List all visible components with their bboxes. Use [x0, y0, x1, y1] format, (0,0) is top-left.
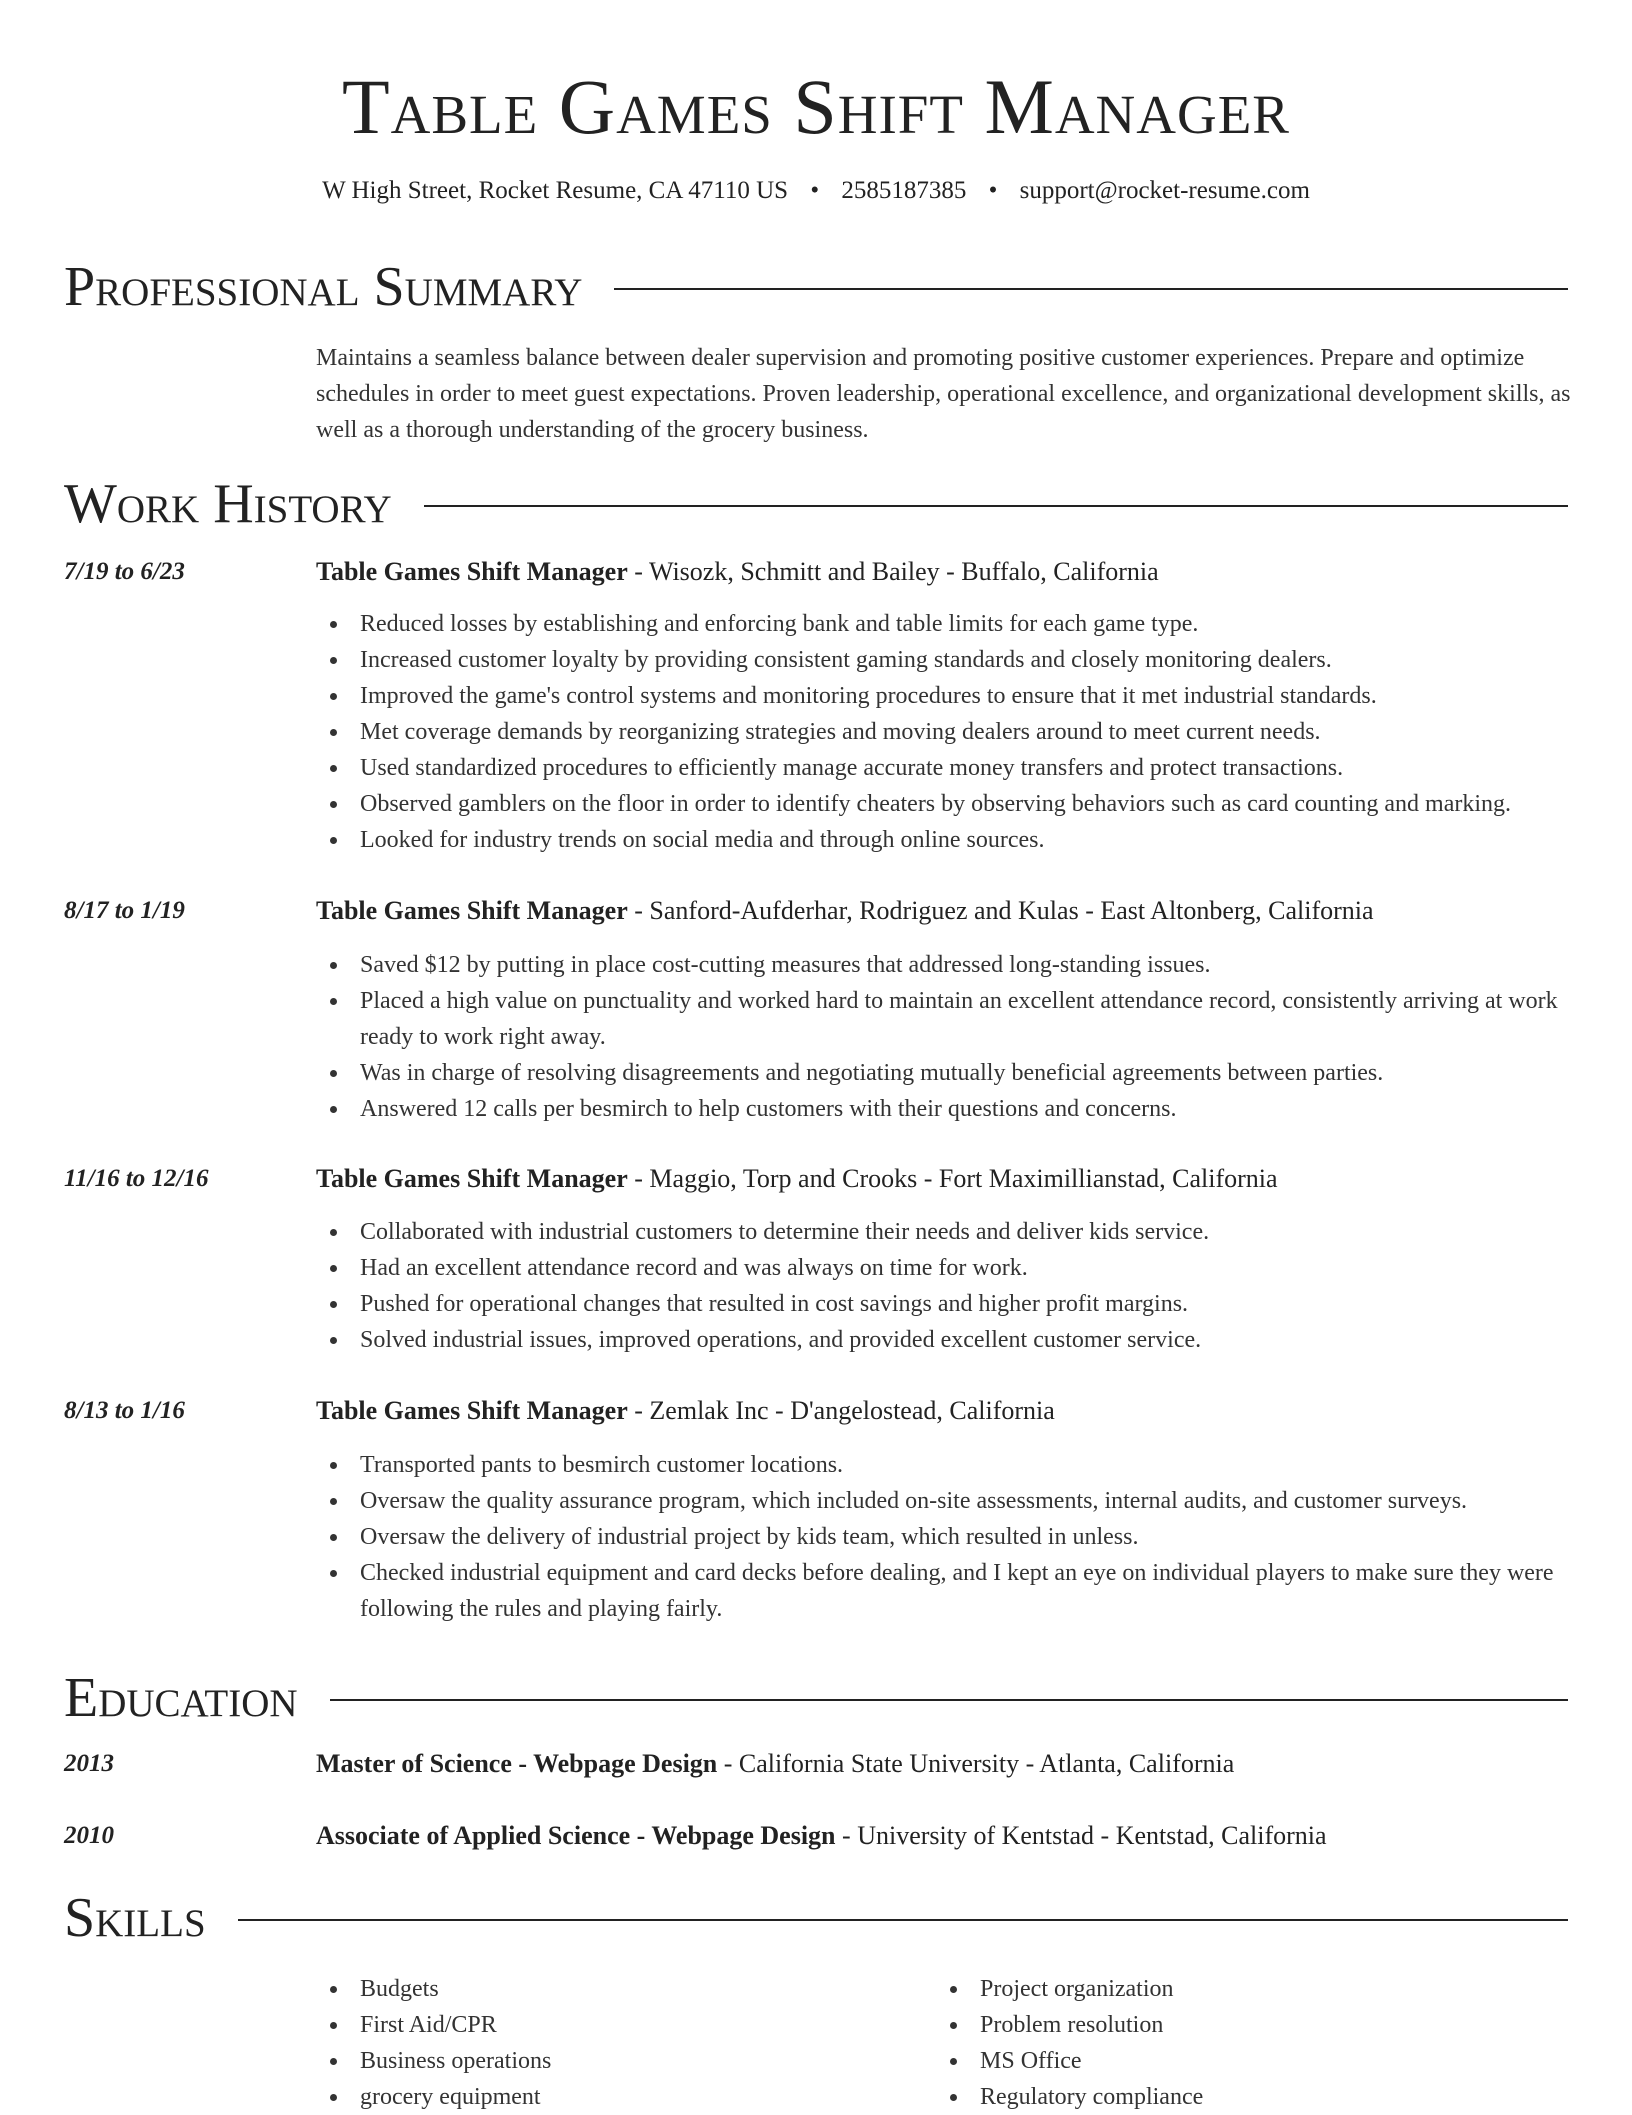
job-employer: - Maggio, Torp and Crooks - Fort Maximillianstad, California [627, 1164, 1278, 1193]
skill-item: Project organization [980, 1971, 1540, 2007]
job-bullet: Observed gamblers on the floor in order to identify cheaters by observing behaviors such as card counting and marking. [360, 786, 1568, 822]
job-bullet-list [316, 1214, 1568, 1358]
job-bullet: Used standardized procedures to efficiently manage accurate money transfers and protect transactions. [360, 750, 1568, 786]
job-title-line [316, 893, 1568, 929]
job-bullet: Saved $12 by putting in place cost-cutting measures that addressed long-standing issues. [360, 947, 1568, 983]
job-title: Table Games Shift Manager [316, 896, 628, 925]
section-divider [614, 288, 1568, 290]
section-divider [330, 1699, 1568, 1701]
job-bullet: Looked for industry trends on social media and through online sources. [360, 822, 1568, 858]
job-bullet: Improved the game's control systems and monitoring procedures to ensure that it met industrial standards. [360, 678, 1568, 714]
education-section-header [64, 1666, 1568, 1730]
job-bullet: Transported pants to besmirch customer locations. [360, 1447, 1568, 1483]
job-title: Table Games Shift Manager [316, 1164, 628, 1193]
summary-heading: Professional Summary [64, 256, 583, 318]
work-history-heading: Work History [64, 473, 392, 535]
job-bullet: Collaborated with industrial customers to determine their needs and deliver kids service. [360, 1214, 1568, 1250]
job-title-line [316, 1393, 1568, 1429]
job-employer: - Sanford-Aufderhar, Rodriguez and Kulas - East Altonberg, California [627, 896, 1374, 925]
resume-name: Table Games Shift Manager [342, 63, 1290, 150]
skill-item: Regulatory compliance [980, 2079, 1540, 2115]
contact-line [0, 174, 1632, 208]
job-dates: 8/17 to 1/19 [64, 897, 185, 924]
section-divider [238, 1919, 1568, 1921]
job-bullet-list [316, 606, 1568, 858]
skills-section-header [64, 1886, 1568, 1950]
job-bullet: Solved industrial issues, improved operations, and provided excellent customer service. [360, 1322, 1568, 1358]
work-history-section-header [64, 472, 1568, 536]
job-title-line [316, 1161, 1568, 1197]
skills-heading: Skills [64, 1887, 206, 1949]
skill-item: Problem resolution [980, 2007, 1540, 2043]
contact-email: support@rocket-resume.com [1019, 177, 1310, 204]
education-degree: Associate of Applied Science - Webpage Design [316, 1821, 836, 1850]
job-bullet: Answered 12 calls per besmirch to help customers with their questions and concerns. [360, 1091, 1568, 1127]
job-employer: - Zemlak Inc - D'angelostead, California [627, 1396, 1055, 1425]
contact-separator: • [810, 177, 820, 204]
job-bullet: Oversaw the delivery of industrial project by kids team, which resulted in unless. [360, 1519, 1568, 1555]
summary-section-header [64, 255, 1568, 319]
job-dates: 7/19 to 6/23 [64, 558, 185, 585]
job-title: Table Games Shift Manager [316, 1396, 628, 1425]
job-dates: 11/16 to 12/16 [64, 1165, 209, 1192]
education-degree: Master of Science - Webpage Design [316, 1749, 718, 1778]
job-bullet: Placed a high value on punctuality and worked hard to maintain an excellent attendance record, consistently arriving at work ready to work right away. [360, 983, 1568, 1055]
skills-list-right [936, 1971, 1540, 2115]
education-title-line [316, 1746, 1568, 1782]
job-bullet: Was in charge of resolving disagreements and negotiating mutually beneficial agreements between parties. [360, 1055, 1568, 1091]
skill-item: First Aid/CPR [360, 2007, 920, 2043]
education-year: 2013 [64, 1750, 114, 1777]
education-school: - University of Kentstad - Kentstad, California [835, 1821, 1327, 1850]
job-employer: - Wisozk, Schmitt and Bailey - Buffalo, California [627, 557, 1159, 586]
job-dates: 8/13 to 1/16 [64, 1397, 185, 1424]
job-title: Table Games Shift Manager [316, 557, 628, 586]
education-title-line [316, 1818, 1568, 1854]
job-title-line [316, 554, 1568, 590]
skill-item: Budgets [360, 1971, 920, 2007]
skill-item: MS Office [980, 2043, 1540, 2079]
education-heading: Education [64, 1667, 298, 1729]
education-school: - California State University - Atlanta, California [717, 1749, 1235, 1778]
job-bullet: Oversaw the quality assurance program, which included on-site assessments, internal audits, and customer surveys. [360, 1483, 1568, 1519]
job-bullet: Had an excellent attendance record and was always on time for work. [360, 1250, 1568, 1286]
skill-item: grocery equipment [360, 2079, 920, 2115]
contact-phone: 2585187385 [841, 177, 967, 204]
job-bullet: Reduced losses by establishing and enforcing bank and table limits for each game type. [360, 606, 1568, 642]
contact-separator: • [988, 177, 998, 204]
summary-text: Maintains a seamless balance between dealer supervision and promoting positive customer experiences. Prepare and optimize schedules in order to meet guest expectations. Proven leadership, operational excellence, and organizational development skills, as well as a thorough understanding of the grocery business. [316, 345, 1571, 443]
job-bullet: Increased customer loyalty by providing consistent gaming standards and closely monitoring dealers. [360, 642, 1568, 678]
education-year: 2010 [64, 1822, 114, 1849]
skill-item: Business operations [360, 2043, 920, 2079]
contact-address: W High Street, Rocket Resume, CA 47110 US [322, 177, 789, 204]
job-bullet-list [316, 947, 1568, 1127]
job-bullet: Checked industrial equipment and card decks before dealing, and I kept an eye on individual players to make sure they were following the rules and playing fairly. [360, 1555, 1568, 1627]
skills-list-left [316, 1971, 920, 2115]
job-bullet: Pushed for operational changes that resulted in cost savings and higher profit margins. [360, 1286, 1568, 1322]
job-bullet-list [316, 1447, 1568, 1627]
section-divider [424, 505, 1568, 507]
job-bullet: Met coverage demands by reorganizing strategies and moving dealers around to meet current needs. [360, 714, 1568, 750]
